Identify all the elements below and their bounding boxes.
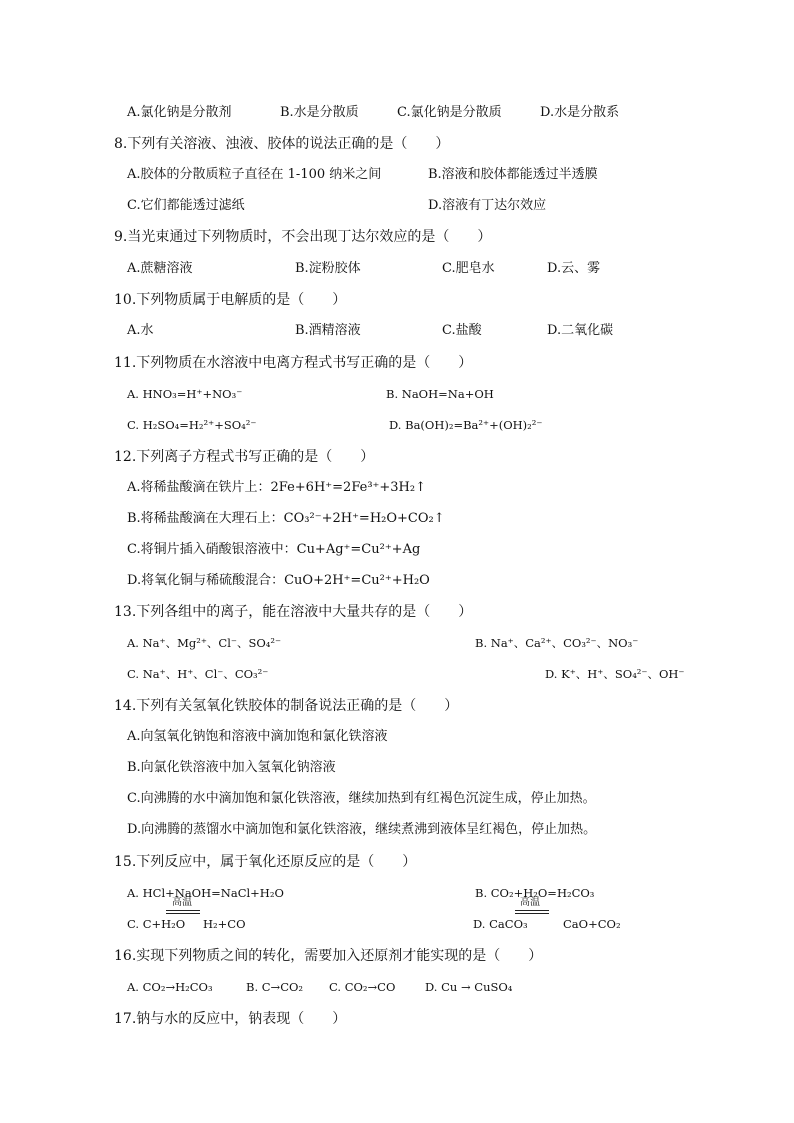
q15-option-a: A. HCl+NaOH=NaCl+H₂O — [127, 886, 284, 900]
q14-option-a: A.向氢氧化钠饱和溶液中滴加饱和氯化铁溶液 — [127, 729, 388, 744]
q7-option-d: D.水是分散系 — [540, 105, 620, 120]
q9-stem: 9.当光束通过下列物质时，不会出现丁达尔效应的是（ ） — [114, 229, 492, 245]
q12-option-b: B.将稀盐酸滴在大理石上：CO₃²⁻+2H⁺=H₂O+CO₂↑ — [127, 511, 445, 526]
q8-option-a: A.胶体的分散质粒子直径在 1-100 纳米之间 — [127, 167, 382, 182]
q15-stem: 15.下列反应中，属于氧化还原反应的是（ ） — [114, 854, 417, 870]
q10-option-b: B.酒精溶液 — [295, 323, 361, 338]
q14-stem: 14.下列有关氢氧化铁胶体的制备说法正确的是（ ） — [114, 698, 459, 714]
q14-option-d: D.向沸腾的蒸馏水中滴加饱和氯化铁溶液，继续煮沸到液体呈红褐色，停止加热。 — [127, 822, 597, 837]
q11-option-b: B. NaOH=Na+OH — [386, 387, 494, 401]
q7-option-c: C.氯化钠是分散质 — [397, 105, 502, 120]
q12-option-d: D.将氧化铜与稀硫酸混合：CuO+2H⁺=Cu²⁺+H₂O — [127, 573, 430, 588]
q10-stem: 10.下列物质属于电解质的是（ ） — [114, 292, 347, 308]
q15-option-d-right: CaO+CO₂ — [563, 917, 621, 931]
q12-option-a: A.将稀盐酸滴在铁片上：2Fe+6H⁺=2Fe³⁺+3H₂↑ — [127, 480, 427, 495]
q14-option-b: B.向氯化铁溶液中加入氢氧化钠溶液 — [127, 760, 336, 775]
q8-option-d: D.溶液有丁达尔效应 — [428, 198, 547, 213]
q15-d-condition: 高温 — [520, 897, 540, 908]
q9-option-a: A.蔗糖溶液 — [127, 261, 193, 276]
q13-stem: 13.下列各组中的离子，能在溶液中大量共存的是（ ） — [114, 604, 473, 620]
q15-c-equals-line — [166, 910, 200, 911]
q10-option-a: A.水 — [127, 323, 154, 338]
q15-option-d-left: D. CaCO₃ — [473, 917, 528, 931]
q15-c-equals-line-2 — [166, 913, 200, 914]
q11-option-c: C. H₂SO₄=H₂²⁺+SO₄²⁻ — [127, 418, 257, 432]
q9-option-c: C.肥皂水 — [442, 261, 495, 276]
q9-option-b: B.淀粉胶体 — [295, 261, 361, 276]
q10-option-c: C.盐酸 — [442, 323, 482, 338]
q12-option-c: C.将铜片插入硝酸银溶液中：Cu+Ag⁺=Cu²⁺+Ag — [127, 542, 421, 557]
q10-option-d: D.二氧化碳 — [547, 323, 614, 338]
q14-option-c: C.向沸腾的水中滴加饱和氯化铁溶液，继续加热到有红褐色沉淀生成，停止加热。 — [127, 791, 596, 806]
q16-option-b: B. C→CO₂ — [246, 980, 304, 994]
q7-option-b: B.水是分散质 — [280, 105, 359, 120]
q13-option-c: C. Na⁺、H⁺、Cl⁻、CO₃²⁻ — [127, 667, 269, 681]
q17-stem: 17.钠与水的反应中，钠表现（ ） — [114, 1011, 347, 1027]
q11-stem: 11.下列物质在水溶液中电离方程式书写正确的是（ ） — [114, 355, 473, 371]
q13-option-b: B. Na⁺、Ca²⁺、CO₃²⁻、NO₃⁻ — [475, 636, 639, 650]
q8-option-b: B.溶液和胶体都能透过半透膜 — [428, 167, 598, 182]
q15-c-condition: 高温 — [172, 897, 192, 908]
q11-option-d: D. Ba(OH)₂=Ba²⁺+(OH)₂²⁻ — [389, 418, 543, 432]
q11-option-a: A. HNO₃=H⁺+NO₃⁻ — [127, 387, 243, 401]
q16-option-c: C. CO₂→CO — [329, 980, 396, 994]
q13-option-a: A. Na⁺、Mg²⁺、Cl⁻、SO₄²⁻ — [127, 636, 282, 650]
q16-option-a: A. CO₂→H₂CO₃ — [127, 980, 213, 994]
q13-option-d: D. K⁺、H⁺、SO₄²⁻、OH⁻ — [545, 667, 685, 681]
q15-option-c-right: H₂+CO — [203, 917, 246, 931]
q15-option-c-left: C. C+H₂O — [127, 917, 186, 931]
q16-option-d: D. Cu → CuSO₄ — [425, 980, 513, 994]
q15-d-equals-line-2 — [515, 913, 549, 914]
q8-option-c: C.它们都能透过滤纸 — [127, 198, 245, 213]
q12-stem: 12.下列离子方程式书写正确的是（ ） — [114, 449, 375, 465]
q8-stem: 8.下列有关溶液、浊液、胶体的说法正确的是（ ） — [114, 136, 450, 152]
q16-stem: 16.实现下列物质之间的转化，需要加入还原剂才能实现的是（ ） — [114, 948, 543, 964]
q7-option-a: A.氯化钠是分散剂 — [127, 105, 232, 120]
q15-d-equals-line — [515, 910, 549, 911]
q9-option-d: D.云、雾 — [547, 261, 601, 276]
q15-option-b: B. CO₂+H₂O=H₂CO₃ — [475, 886, 595, 900]
